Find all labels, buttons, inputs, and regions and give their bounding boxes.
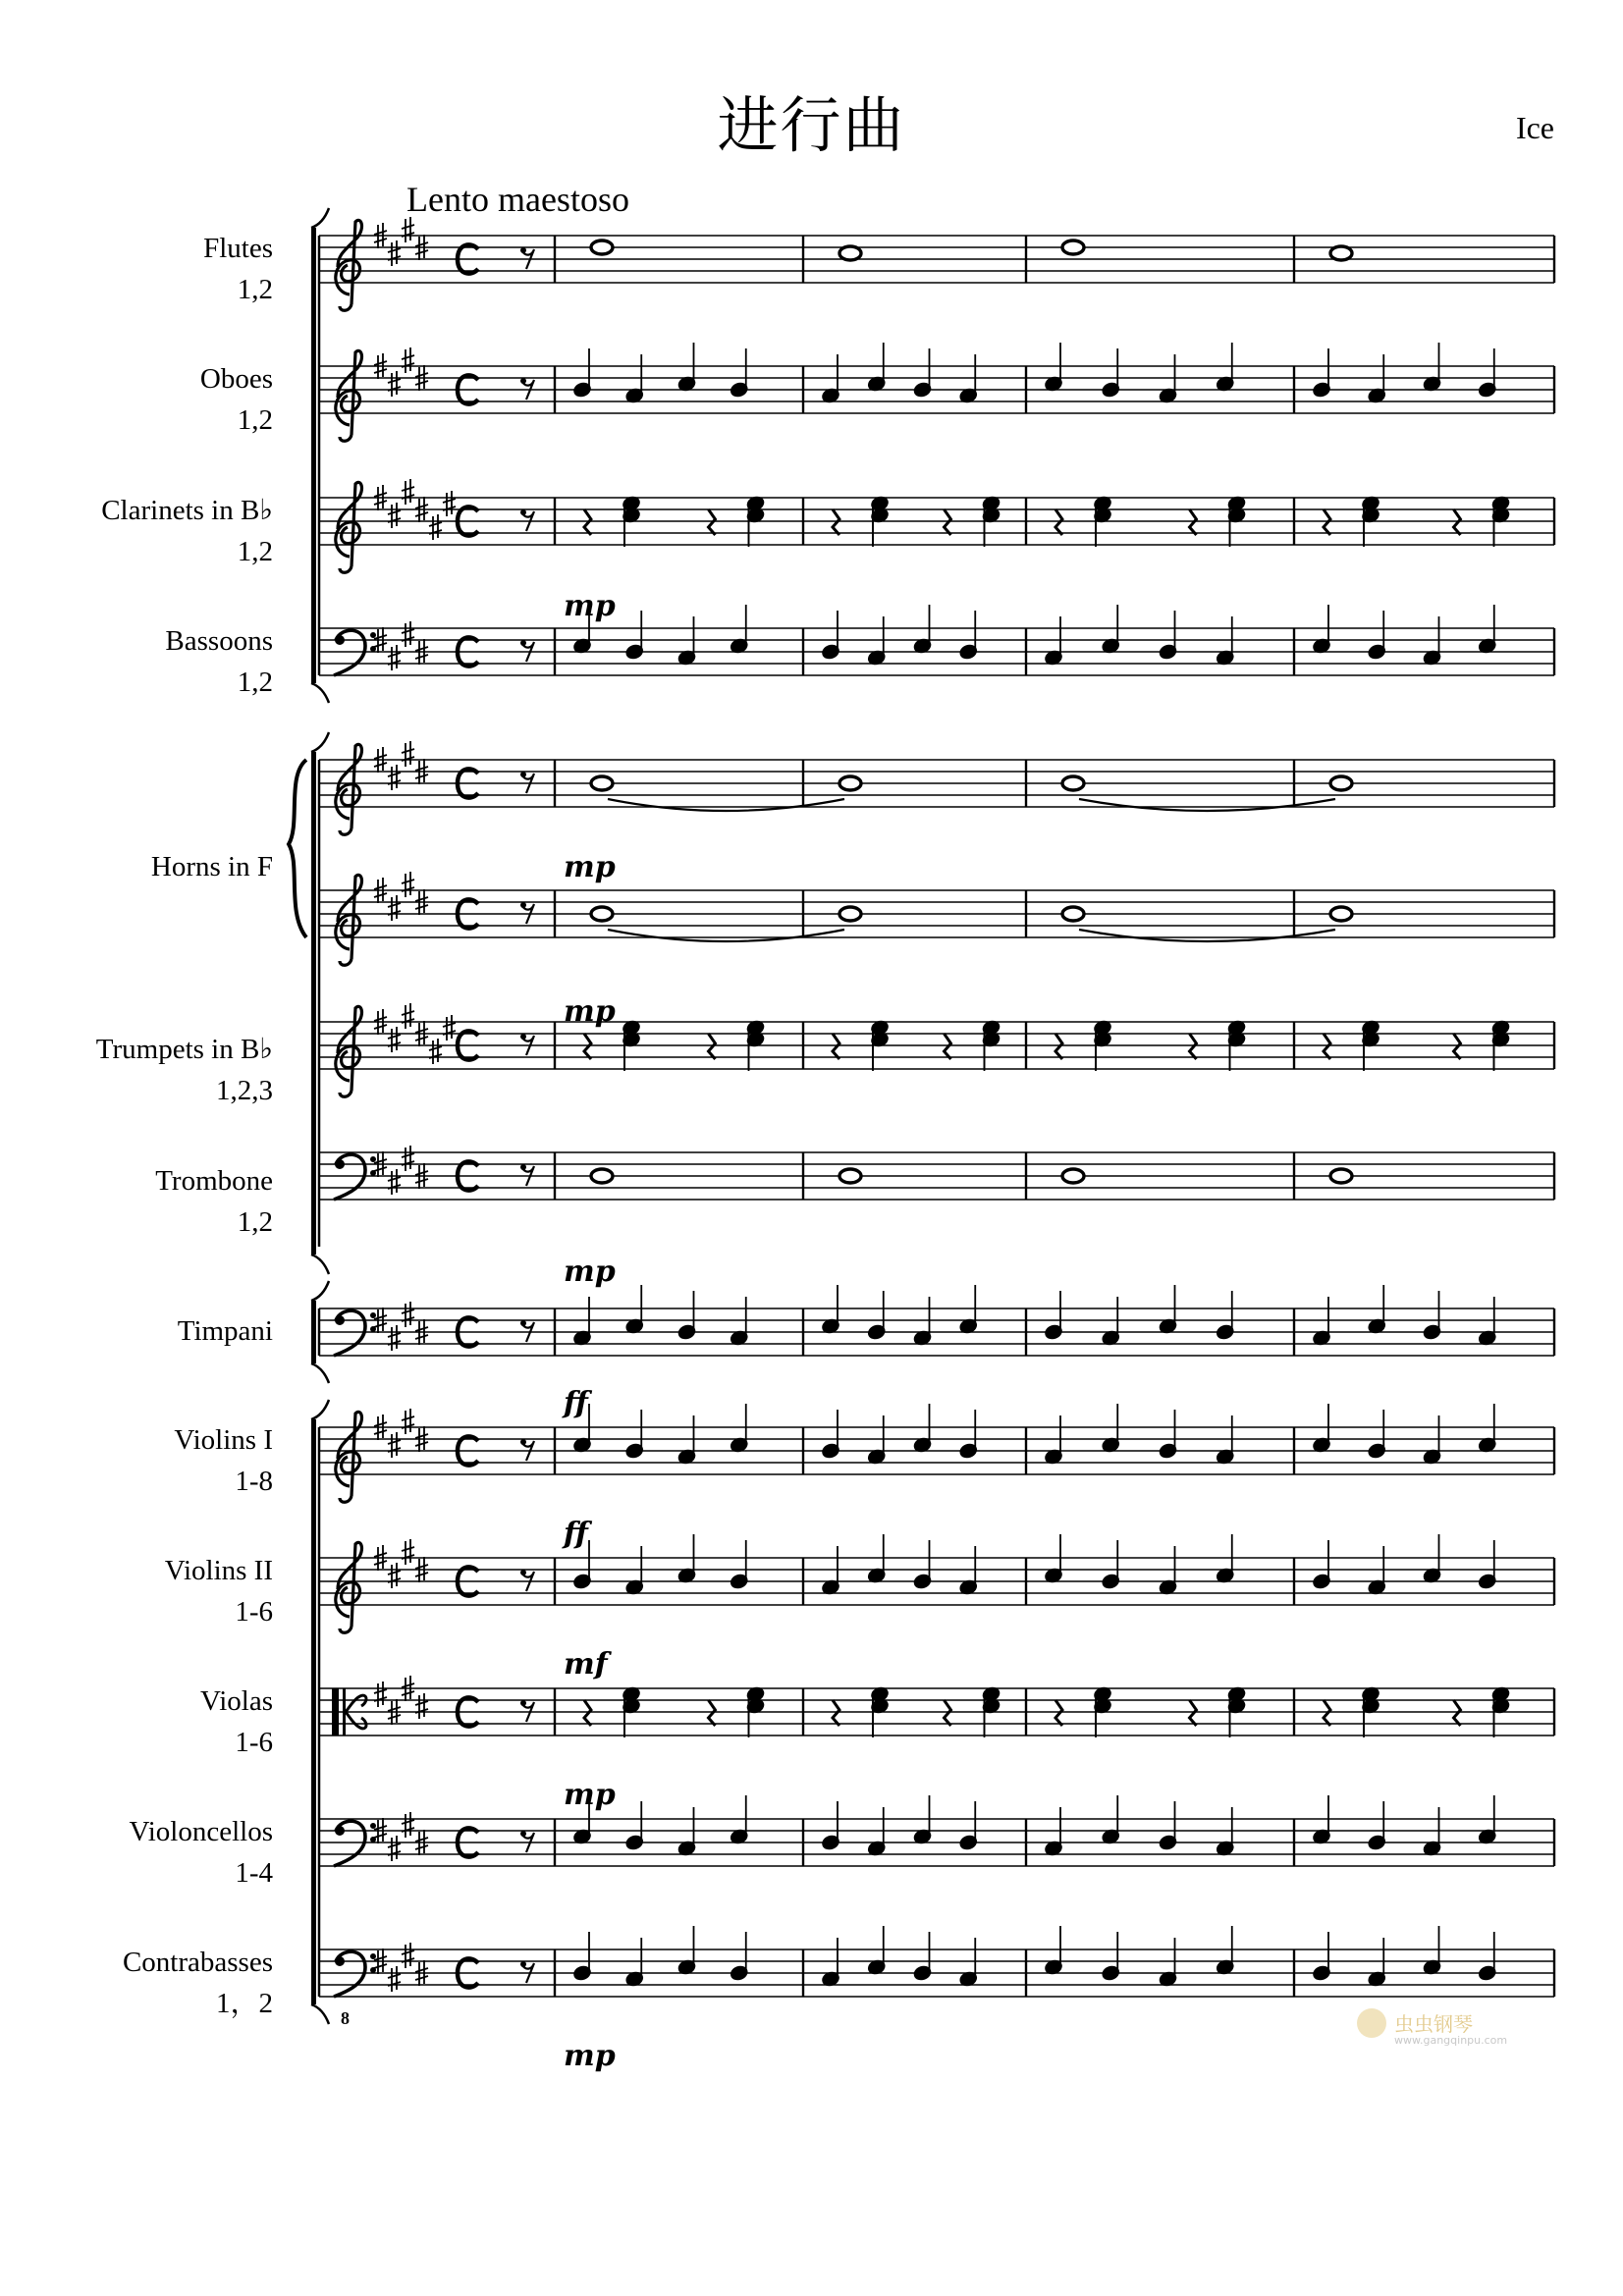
- quarter-rest-icon: [584, 1700, 591, 1726]
- dynamic-mark: ff: [564, 1517, 588, 1551]
- whole-note: [1062, 240, 1084, 254]
- tie: [1079, 930, 1335, 941]
- sharp-sign-icon: [388, 371, 401, 397]
- whole-note: [1330, 776, 1352, 790]
- whole-note: [591, 240, 613, 254]
- treble-clef-icon: [336, 482, 362, 572]
- dynamic-mark: mp: [564, 1255, 616, 1289]
- eighth-rest-icon: [520, 247, 526, 253]
- composer-name: Ice: [1515, 110, 1554, 145]
- eighth-rest-icon: [520, 1439, 526, 1445]
- bracket-hook-top: [311, 208, 329, 228]
- treble-clef-icon: [336, 875, 362, 965]
- whole-note: [591, 1169, 613, 1183]
- bass-clef-icon: [335, 1956, 345, 1966]
- treble-clef-icon: [336, 1006, 362, 1096]
- sharp-sign-icon: [402, 347, 414, 373]
- eighth-rest-icon: [520, 640, 526, 646]
- instrument-label-oboes: Oboes 1,2: [199, 363, 273, 436]
- dynamic-mark: mp: [564, 2039, 616, 2073]
- quarter-rest-icon: [709, 509, 716, 535]
- sharp-sign-icon: [402, 1003, 414, 1029]
- sharp-sign-icon: [402, 741, 414, 767]
- bass-clef-icon: [370, 1156, 376, 1162]
- alto-clef-icon: [343, 1688, 346, 1735]
- quarter-rest-icon: [1190, 509, 1197, 535]
- sharp-sign-icon: [388, 895, 401, 921]
- sharp-sign-icon: [374, 1682, 387, 1707]
- sharp-sign-icon: [402, 621, 414, 647]
- group-bracket: [311, 752, 316, 1255]
- whole-note: [839, 1169, 861, 1183]
- alto-clef-icon: [332, 1688, 339, 1735]
- bracket-hook-bottom: [311, 683, 329, 703]
- quarter-rest-icon: [833, 1700, 839, 1726]
- sharp-sign-icon: [402, 1812, 414, 1838]
- quarter-rest-icon: [1454, 1700, 1461, 1726]
- sharp-sign-icon: [388, 1563, 401, 1588]
- whole-note: [591, 776, 613, 790]
- eighth-rest-icon: [520, 772, 526, 777]
- whole-note: [839, 907, 861, 921]
- eighth-rest-icon: [520, 1961, 526, 1967]
- quarter-rest-icon: [709, 1700, 716, 1726]
- sharp-sign-icon: [429, 1039, 442, 1064]
- instrument-label-trumpets: Trumpets in B♭ 1,2,3: [95, 1034, 273, 1106]
- dynamic-mark: mf: [564, 1647, 608, 1682]
- quarter-rest-icon: [945, 1700, 951, 1726]
- group-bracket: [311, 228, 316, 683]
- whole-note: [839, 776, 861, 790]
- bass-clef-icon: [335, 1826, 345, 1836]
- bracket-hook-top: [311, 1281, 329, 1301]
- eighth-rest-icon: [520, 378, 526, 384]
- bracket-hook-bottom: [311, 1255, 329, 1274]
- sharp-sign-icon: [388, 1169, 401, 1195]
- quarter-rest-icon: [1454, 1034, 1461, 1059]
- bracket-hook-bottom: [311, 1363, 329, 1383]
- watermark-text: 虫虫钢琴: [1394, 2012, 1473, 2036]
- treble-clef-icon: [336, 350, 362, 441]
- quarter-rest-icon: [1055, 1700, 1062, 1726]
- quarter-rest-icon: [833, 509, 839, 535]
- bracket-hook-top: [311, 732, 329, 752]
- horn-brace: [289, 760, 306, 937]
- quarter-rest-icon: [945, 509, 951, 535]
- instrument-label-clarinets: Clarinets in B♭ 1,2: [101, 495, 273, 567]
- sharp-sign-icon: [402, 1409, 414, 1434]
- whole-note: [591, 907, 613, 921]
- quarter-rest-icon: [1324, 509, 1330, 535]
- bass-clef-icon: [370, 632, 376, 638]
- quarter-rest-icon: [945, 1034, 951, 1059]
- bass-clef-icon: [370, 1823, 376, 1829]
- treble-clef-icon: [336, 1542, 362, 1632]
- group-bracket: [311, 1301, 316, 1363]
- dynamic-mark: mp: [564, 1778, 616, 1812]
- instrument-label-timpani: Timpani: [177, 1315, 273, 1347]
- sharp-sign-icon: [388, 645, 401, 670]
- sharp-sign-icon: [402, 1539, 414, 1565]
- bass-clef-icon: [335, 635, 345, 645]
- tempo-marking: Lento maestoso: [406, 180, 629, 219]
- eighth-rest-icon: [520, 1700, 526, 1706]
- bracket-hook-top: [311, 1400, 329, 1419]
- instrument-label-flutes: Flutes 1,2: [203, 233, 273, 305]
- group-bracket: [311, 1419, 316, 2004]
- quarter-rest-icon: [1454, 509, 1461, 535]
- sharp-sign-icon: [388, 240, 401, 266]
- tie: [608, 930, 844, 941]
- treble-clef-icon: [336, 220, 362, 310]
- sharp-sign-icon: [429, 514, 442, 540]
- quarter-rest-icon: [584, 509, 591, 535]
- sharp-sign-icon: [415, 1693, 428, 1719]
- eighth-rest-icon: [520, 1164, 526, 1170]
- sharp-sign-icon: [402, 1943, 414, 1968]
- instrument-label-violins-2: Violins II 1-6: [164, 1555, 273, 1628]
- whole-note: [1062, 907, 1084, 921]
- instrument-label-trombone: Trombone 1,2: [155, 1165, 273, 1238]
- sharp-sign-icon: [388, 1325, 401, 1351]
- watermark-logo-icon: [1357, 2008, 1386, 2038]
- sharp-sign-icon: [443, 491, 456, 516]
- bass-clef-icon: [370, 1312, 376, 1318]
- quarter-rest-icon: [1324, 1034, 1330, 1059]
- whole-note: [1330, 1169, 1352, 1183]
- whole-note: [839, 246, 861, 260]
- bass-clef-icon: [370, 1953, 376, 1959]
- whole-note: [1330, 246, 1352, 260]
- quarter-rest-icon: [1324, 1700, 1330, 1726]
- instrument-label-violins-1: Violins I 1-8: [174, 1424, 273, 1497]
- quarter-rest-icon: [709, 1034, 716, 1059]
- quarter-rest-icon: [584, 1034, 591, 1059]
- quarter-rest-icon: [1055, 509, 1062, 535]
- instrument-label-contrabasses: Contrabasses 1，2: [122, 1947, 273, 2019]
- dynamic-mark: mp: [564, 850, 616, 884]
- tie: [1079, 799, 1335, 811]
- instrument-label-bassoons: Bassoons 1,2: [165, 625, 273, 698]
- score-title: 进行曲: [717, 89, 906, 161]
- whole-note: [1062, 776, 1084, 790]
- eighth-rest-icon: [520, 902, 526, 908]
- watermark-url: www.gangqinpu.com: [1394, 2034, 1508, 2047]
- eighth-rest-icon: [520, 509, 526, 515]
- treble-clef-icon: [336, 1412, 362, 1502]
- tie: [608, 799, 844, 811]
- quarter-rest-icon: [1055, 1034, 1062, 1059]
- instrument-label-horns: Horns in F: [150, 851, 273, 882]
- instrument-label-violoncellos: Violoncellos 1-4: [129, 1816, 273, 1889]
- sharp-sign-icon: [388, 1432, 401, 1458]
- sharp-sign-icon: [402, 1302, 414, 1327]
- sharp-sign-icon: [388, 765, 401, 790]
- eighth-rest-icon: [520, 1831, 526, 1837]
- sharp-sign-icon: [402, 1146, 414, 1171]
- sharp-sign-icon: [402, 479, 414, 505]
- sharp-sign-icon: [388, 1966, 401, 1992]
- bracket-hook-bottom: [311, 2004, 329, 2024]
- sharp-sign-icon: [402, 217, 414, 242]
- treble-clef-icon: [336, 744, 362, 834]
- sharp-sign-icon: [402, 872, 414, 897]
- whole-note: [1062, 1169, 1084, 1183]
- eighth-rest-icon: [520, 1320, 526, 1326]
- dynamic-mark: mp: [564, 994, 616, 1029]
- instrument-label-violas: Violas 1-6: [200, 1685, 273, 1758]
- eighth-rest-icon: [520, 1034, 526, 1040]
- dynamic-mark: ff: [564, 1386, 588, 1420]
- sharp-sign-icon: [388, 503, 401, 528]
- sharp-sign-icon: [388, 1027, 401, 1052]
- sharp-sign-icon: [443, 1015, 456, 1041]
- quarter-rest-icon: [1190, 1034, 1197, 1059]
- sharp-sign-icon: [388, 1836, 401, 1861]
- bass-clef-icon: [335, 1159, 345, 1169]
- bass-clef-icon: [335, 1315, 345, 1325]
- eighth-rest-icon: [520, 1570, 526, 1575]
- whole-note: [1330, 907, 1352, 921]
- ottava-mark: 8: [341, 2008, 350, 2028]
- quarter-rest-icon: [833, 1034, 839, 1059]
- dynamic-mark: mp: [564, 589, 616, 623]
- quarter-rest-icon: [1190, 1700, 1197, 1726]
